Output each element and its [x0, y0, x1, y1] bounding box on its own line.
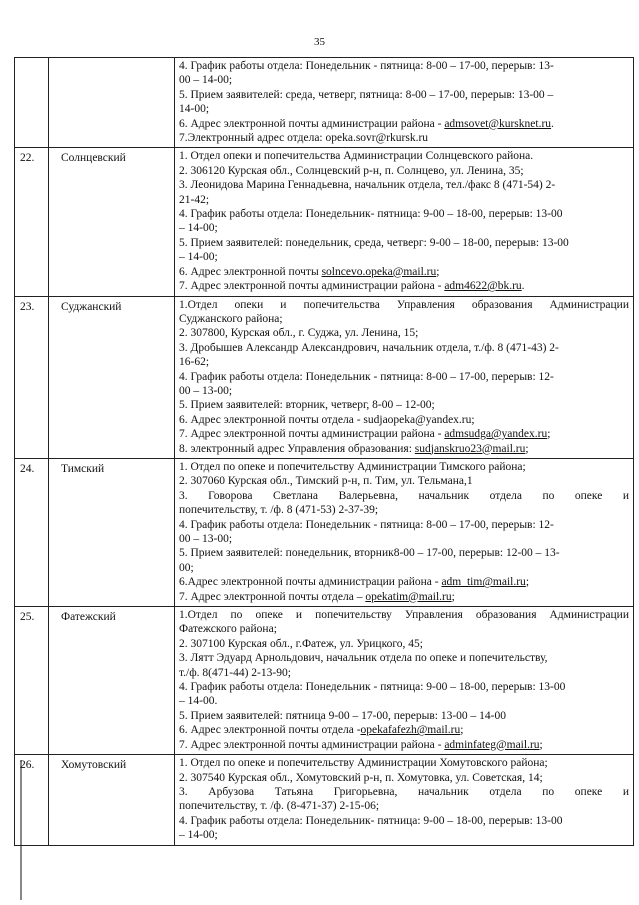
detail-text: 3. Говорова Светлана Валерьевна, начальник отдела по опеке и	[179, 489, 629, 502]
detail-text: 6. Адрес электронной почты	[179, 265, 322, 278]
detail-line	[179, 250, 629, 264]
detail-line	[179, 312, 629, 326]
detail-text: ;	[460, 724, 464, 737]
detail-text: попечительству, т. /ф. (8-471-37) 2-15-06;	[179, 800, 380, 813]
page-number: 35	[314, 36, 325, 48]
district-details	[175, 296, 634, 458]
detail-text: 1.Отдел по опеке и попечительству Управления образования Администрации	[179, 609, 629, 622]
district-details	[175, 755, 634, 845]
detail-line	[179, 73, 629, 87]
table-row	[15, 607, 634, 755]
email-address: opekatim@mail.ru	[365, 590, 452, 603]
table-row	[15, 148, 634, 296]
detail-text: 14-00;	[179, 103, 210, 116]
email-address: sudjanskruo23@mail.ru	[414, 442, 526, 455]
detail-line	[179, 398, 629, 412]
email-address: opekafafezh@mail.ru	[360, 724, 461, 737]
detail-text: 6. Адрес электронной почты отдела -	[179, 724, 361, 737]
detail-text: 00;	[179, 561, 194, 574]
detail-text: 6.Адрес электронной почты администрации района -	[179, 576, 442, 589]
detail-text: 1. Отдел по опеке и попечительству Администрации Хомутовского района;	[179, 757, 548, 770]
district-name	[49, 58, 175, 148]
detail-line	[179, 117, 629, 131]
detail-text: – 14-00;	[179, 251, 218, 264]
detail-text: 1. Отдел по опеке и попечительству Администрации Тимского района;	[179, 460, 526, 473]
district-details	[175, 148, 634, 296]
detail-text: 7. Адрес электронной почты администрации района -	[179, 280, 445, 293]
detail-line	[179, 799, 629, 813]
detail-line	[179, 694, 629, 708]
detail-text: 7.Электронный адрес отдела: opeka.sovr@rkursk.ru	[179, 132, 429, 145]
email-address: adminfateg@mail.ru	[444, 738, 540, 751]
detail-text: 16-62;	[179, 356, 210, 369]
detail-text: 4. График работы отдела: Понедельник - пятница: 8-00 – 17-00, перерыв: 12-	[179, 518, 554, 531]
detail-text: 00 – 13-00;	[179, 533, 233, 545]
detail-line	[179, 265, 629, 279]
detail-line	[179, 193, 629, 207]
detail-line	[179, 474, 629, 488]
detail-line	[179, 102, 629, 116]
detail-text: 6. Адрес электронной почты администрации района -	[179, 117, 445, 130]
detail-line	[179, 680, 629, 694]
detail-text: 5. Прием заявителей: среда, четверг, пятница: 8-00 – 17-00, перерыв: 13-00 –	[179, 88, 554, 101]
district-details	[175, 458, 634, 606]
table-row	[15, 755, 634, 845]
row-number: 23.	[15, 296, 49, 458]
detail-line	[179, 298, 629, 312]
table-row	[15, 296, 634, 458]
detail-text: 2. 306120 Курская обл., Солнцевский р-н, п. Солнцево, ул. Ленина, 35;	[179, 164, 524, 177]
detail-text: – 14-00;	[179, 829, 218, 842]
detail-text: ;	[436, 265, 440, 278]
detail-text: попечительству, т. /ф. 8 (471-53) 2-37-39;	[179, 504, 379, 517]
detail-line	[179, 442, 629, 456]
detail-text: 5. Прием заявителей: понедельник, среда, четверг: 9-00 – 18-00, перерыв: 13-00	[179, 236, 569, 249]
email-address: solncevo.opeka@mail.ru	[321, 265, 437, 278]
detail-text: 3. Лятт Эдуард Арнольдович, начальник отдела по опеке и попечительству,	[179, 652, 548, 665]
detail-line	[179, 164, 629, 178]
detail-line	[179, 355, 629, 369]
detail-text: 00 – 14-00;	[179, 74, 233, 87]
detail-text: 2. 307060 Курская обл., Тимский р-н, п. Тим, ул. Тельмана,1	[179, 475, 473, 488]
detail-line	[179, 709, 629, 723]
detail-line	[179, 622, 629, 636]
district-details	[175, 58, 634, 148]
table-row	[15, 458, 634, 606]
detail-line	[179, 221, 629, 235]
district-name: Фатежский	[49, 607, 175, 755]
detail-line	[179, 207, 629, 221]
detail-text: 5. Прием заявителей: понедельник, вторник8-00 – 17-00, перерыв: 12-00 – 13-	[179, 547, 560, 560]
detail-text: 21-42;	[179, 193, 210, 206]
detail-text: ;	[451, 590, 455, 603]
detail-line	[179, 575, 629, 589]
row-number: 25.	[15, 607, 49, 755]
detail-line	[179, 608, 629, 622]
detail-line	[179, 279, 629, 293]
district-name: Суджанский	[49, 296, 175, 458]
table-row	[15, 58, 634, 148]
detail-line	[179, 590, 629, 604]
detail-line	[179, 561, 629, 575]
district-name: Хомутовский	[49, 755, 175, 845]
detail-text: ;	[525, 576, 530, 589]
detail-line	[179, 723, 629, 737]
detail-text: 4. График работы отдела: Понедельник- пятница: 9-00 – 18-00, перерыв: 13-00	[179, 208, 563, 221]
detail-text: 4. График работы отдела: Понедельник - пятница: 9-00 – 18-00, перерыв: 13-00	[179, 681, 566, 694]
detail-line	[179, 427, 629, 441]
email-address: adm4622@bk.ru	[444, 280, 522, 293]
district-name: Тимский	[49, 458, 175, 606]
detail-line	[179, 651, 629, 665]
detail-line	[179, 460, 629, 474]
row-number: 26.	[15, 755, 49, 845]
detail-text: 6. Адрес электронной почты отдела - sudjaopeka@yandex.ru;	[179, 413, 475, 426]
row-number: 24.	[15, 458, 49, 606]
detail-text: 3. Дробышев Александр Александрович, начальник отдела, т./ф. 8 (471-43) 2-	[179, 341, 559, 354]
detail-line	[179, 637, 629, 651]
detail-text: – 14-00;	[179, 222, 218, 235]
detail-line	[179, 756, 629, 770]
detail-text: 4. График работы отдела: Понедельник - пятница: 8-00 – 17-00, перерыв: 13-	[179, 60, 554, 72]
detail-line	[179, 236, 629, 250]
table-body	[15, 58, 634, 846]
detail-line	[179, 131, 629, 145]
detail-line	[179, 88, 629, 102]
detail-line	[179, 666, 629, 680]
detail-text: – 14-00.	[179, 695, 218, 708]
detail-line	[179, 546, 629, 560]
detail-line	[179, 384, 629, 398]
email-address: adm_tim@mail.ru	[441, 576, 526, 589]
detail-line	[179, 341, 629, 355]
detail-text: 2. 307540 Курская обл., Хомутовский р-н, п. Хомутовка, ул. Советская, 14;	[179, 771, 543, 784]
detail-line	[179, 532, 629, 546]
detail-line	[179, 518, 629, 532]
detail-text: 3. Арбузова Татьяна Григорьевна, начальник отдела по опеке и	[179, 785, 629, 798]
detail-line	[179, 413, 629, 427]
district-details	[175, 607, 634, 755]
detail-line	[179, 738, 629, 752]
detail-text: 1.Отдел опеки и попечительства Управления образования Администрации	[179, 298, 629, 311]
detail-text: 3. Леонидова Марина Геннадьевна, начальник отдела, тел./факс 8 (471-54) 2-	[179, 179, 556, 192]
detail-text: .	[521, 280, 525, 293]
district-name: Солнцевский	[49, 148, 175, 296]
detail-text: ;	[547, 428, 551, 441]
detail-line	[179, 503, 629, 517]
detail-line	[179, 814, 629, 828]
email-address: admsovet@kursknet.ru	[444, 117, 552, 130]
detail-line	[179, 489, 629, 503]
detail-text: 7. Адрес электронной почты администрации района -	[179, 738, 445, 751]
detail-line	[179, 370, 629, 384]
detail-text: 2. 307800, Курская обл., г. Суджа, ул. Ленина, 15;	[179, 327, 419, 340]
detail-text: 4. График работы отдела: Понедельник- пятница: 9-00 – 18-00, перерыв: 13-00	[179, 814, 563, 827]
detail-text: 2. 307100 Курская обл., г.Фатеж, ул. Урицкого, 45;	[179, 637, 423, 650]
detail-text: 4. График работы отдела: Понедельник - пятница: 8-00 – 17-00, перерыв: 12-	[179, 370, 554, 383]
districts-table	[14, 57, 634, 846]
detail-text: Суджанского района;	[179, 312, 283, 325]
row-number	[15, 58, 49, 148]
detail-text: 5. Прием заявителей: пятница 9-00 – 17-00, перерыв: 13-00 – 14-00	[179, 709, 507, 722]
detail-line	[179, 771, 629, 785]
detail-text: ;	[525, 442, 529, 455]
detail-text: 00 – 13-00;	[179, 384, 233, 397]
detail-line	[179, 326, 629, 340]
detail-text: 5. Прием заявителей: вторник, четверг, 8-00 – 12-00;	[179, 399, 435, 412]
detail-text: .	[551, 117, 554, 130]
detail-text: 1. Отдел опеки и попечительства Администрации Солнцевского района.	[179, 150, 534, 163]
detail-line	[179, 785, 629, 799]
detail-line	[179, 178, 629, 192]
email-address: admsudga@yandex.ru	[444, 428, 548, 441]
detail-text: 8. электронный адрес Управления образования:	[179, 442, 415, 455]
detail-text: ;	[539, 738, 543, 751]
detail-text: Фатежского района;	[179, 623, 277, 636]
detail-text: 7. Адрес электронной почты отдела –	[179, 590, 366, 603]
detail-line	[179, 59, 629, 73]
detail-line	[179, 149, 629, 163]
detail-text: 7. Адрес электронной почты администрации района -	[179, 428, 445, 441]
detail-line	[179, 828, 629, 842]
detail-text: т./ф. 8(471-44) 2-13-90;	[179, 666, 291, 679]
row-number: 22.	[15, 148, 49, 296]
